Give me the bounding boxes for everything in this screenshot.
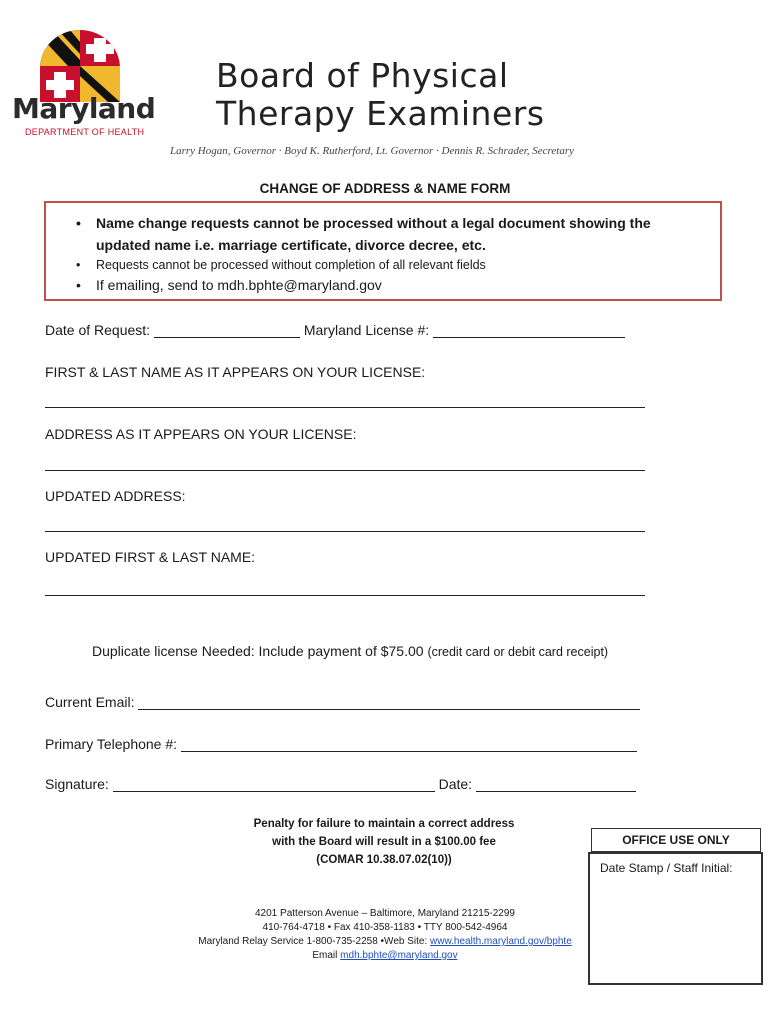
footer-email-prefix: Email xyxy=(312,950,341,961)
notice-box xyxy=(44,201,722,301)
date-of-request-field[interactable] xyxy=(154,323,300,338)
notice-text: updated name i.e. marriage certificate, divorce decree, etc. xyxy=(96,237,486,253)
date-of-request-row xyxy=(45,322,625,338)
current-email-label: Current Email: xyxy=(45,694,135,710)
current-email-row xyxy=(45,694,640,710)
footer-relay-line xyxy=(160,935,610,949)
penalty-line-3: (COMAR 10.38.07.02(10)) xyxy=(316,854,452,866)
email-link[interactable]: mdh.bphte@maryland.gov xyxy=(340,950,458,961)
signature-field[interactable] xyxy=(113,777,435,792)
date-field[interactable] xyxy=(476,777,636,792)
bullet-icon: • xyxy=(76,215,81,231)
address-on-license-field[interactable] xyxy=(45,470,645,471)
office-use-heading-box xyxy=(591,828,761,852)
logo-state-name: Maryland xyxy=(12,92,156,125)
duplicate-license-text: Duplicate license Needed: Include payment of $75.00 xyxy=(92,643,424,659)
office-stamp-box[interactable] xyxy=(588,852,763,985)
footer xyxy=(160,907,610,963)
penalty-line-2: with the Board will result in a $100.00 fee xyxy=(272,836,496,848)
current-email-field[interactable] xyxy=(138,695,640,710)
name-on-license-field[interactable] xyxy=(45,407,645,408)
duplicate-license-row xyxy=(92,643,608,659)
website-link[interactable]: www.health.maryland.gov/bphte xyxy=(430,936,572,947)
signature-row xyxy=(45,776,636,792)
penalty-line-1: Penalty for failure to maintain a correct address xyxy=(253,818,515,830)
office-use-heading: OFFICE USE ONLY xyxy=(622,833,730,847)
bullet-icon: • xyxy=(76,277,81,293)
maryland-logo xyxy=(12,30,157,140)
date-label: Date: xyxy=(438,776,473,792)
footer-address: 4201 Patterson Avenue – Baltimore, Maryland 21215-2299 xyxy=(255,908,515,919)
notice-text: If emailing, send to mdh.bphte@maryland.gov xyxy=(96,277,382,293)
board-title-line-1: Board of Physical xyxy=(216,56,509,95)
footer-relay: Maryland Relay Service 1-800-735-2258 •Web Site: xyxy=(198,936,431,947)
updated-name-field[interactable] xyxy=(45,595,645,596)
signature-label: Signature: xyxy=(45,776,109,792)
officials-line: Larry Hogan, Governor · Boyd K. Rutherford, Lt. Governor · Dennis R. Schrader, Secretary xyxy=(170,145,575,157)
primary-phone-label: Primary Telephone #: xyxy=(45,736,178,752)
updated-name-label: UPDATED FIRST & LAST NAME: xyxy=(45,549,256,565)
board-title-line-2: Therapy Examiners xyxy=(216,94,545,133)
bullet-icon: • xyxy=(76,258,81,272)
notice-text: Name change requests cannot be processed without a legal document showing the xyxy=(96,215,651,231)
office-stamp-label: Date Stamp / Staff Initial: xyxy=(600,861,733,875)
primary-phone-field[interactable] xyxy=(181,737,637,752)
license-number-label: Maryland License #: xyxy=(303,322,430,338)
primary-phone-row xyxy=(45,736,637,752)
notice-text: Requests cannot be processed without completion of all relevant fields xyxy=(96,258,486,272)
name-on-license-label: FIRST & LAST NAME AS IT APPEARS ON YOUR LICENSE: xyxy=(45,364,426,380)
penalty-notice xyxy=(224,815,544,869)
footer-email-line xyxy=(160,949,610,963)
form-title: CHANGE OF ADDRESS & NAME FORM xyxy=(259,181,511,196)
address-on-license-label: ADDRESS AS IT APPEARS ON YOUR LICENSE: xyxy=(45,426,357,442)
duplicate-license-note: (credit card or debit card receipt) xyxy=(427,645,609,659)
footer-phones: 410-764-4718 • Fax 410-358-1183 • TTY 800-542-4964 xyxy=(262,922,508,933)
updated-address-field[interactable] xyxy=(45,531,645,532)
logo-department: DEPARTMENT OF HEALTH xyxy=(25,127,145,137)
license-number-field[interactable] xyxy=(433,323,625,338)
updated-address-label: UPDATED ADDRESS: xyxy=(45,488,186,504)
date-of-request-label: Date of Request: xyxy=(45,322,151,338)
